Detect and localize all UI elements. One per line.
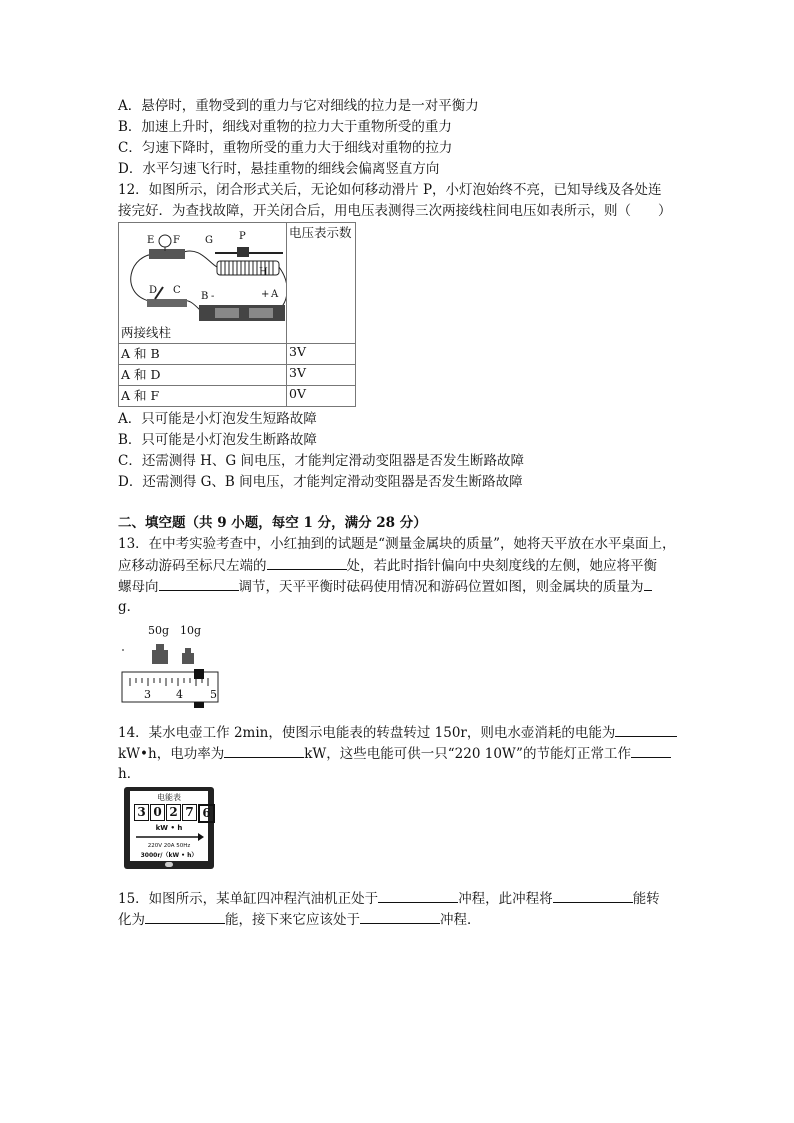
q12-stem-line2: 接完好．为查找故障，开关闭合后，用电压表测得三次两接线柱间电压如表所示，则（ ） [118, 203, 672, 219]
q13-line2 [118, 555, 657, 576]
answer-blank[interactable] [360, 909, 440, 924]
q13-line2-text-a: 应移动游码至标尺左端的 [118, 558, 267, 574]
answer-blank[interactable] [159, 576, 239, 591]
table-cell-pair: A 和 B [119, 344, 287, 365]
q11-option-a: A．悬停时，重物受到的重力与它对细线的拉力是一对平衡力 [118, 98, 479, 114]
q11-option-c: C．匀速下降时，重物所受的重力大于细线对重物的拉力 [118, 140, 453, 156]
meter-arrow-icon [134, 833, 204, 841]
table-cell-pair: A 和 F [119, 386, 287, 407]
table-cell-value: 3V [287, 344, 356, 365]
answer-blank[interactable] [615, 722, 677, 737]
circuit-label-h: H [259, 267, 268, 278]
table-row [119, 344, 356, 365]
electric-meter [124, 787, 214, 869]
scale-tick-3: 3 [144, 688, 151, 701]
circuit-label-f: F [173, 235, 180, 246]
answer-blank[interactable] [378, 888, 458, 903]
scale-tick-4: 4 [176, 688, 183, 701]
q14-line1 [118, 722, 677, 743]
meter-screw-icon [165, 862, 173, 867]
answer-blank[interactable] [224, 743, 304, 758]
circuit-label-g: G [205, 235, 213, 246]
meter-digits [134, 804, 215, 823]
q15-line1 [118, 888, 660, 909]
weight-label-50g: 50g [148, 624, 170, 637]
q15-line2-text-c: 冲程． [440, 912, 481, 928]
meter-unit: kW • h [155, 824, 183, 832]
q13-line2-text-b: 处，若此时指针偏向中央刻度线的左侧，她应将平衡 [346, 558, 657, 574]
q15-line2 [118, 909, 481, 930]
q13-line3 [118, 576, 652, 597]
meter-digit: 7 [182, 804, 197, 821]
q14-line1-text-a: 14．某水电壶工作 2min，使图示电能表的转盘转过 150r，则电水壶消耗的电能为 [118, 725, 616, 741]
circuit-label-b: B [201, 291, 209, 302]
q15-line2-text-b: 能，接下来它应该处于 [225, 912, 360, 928]
answer-blank[interactable] [553, 888, 633, 903]
circuit-label-d: D [149, 285, 158, 296]
table-header-voltage: 电压表示数 [287, 223, 356, 344]
table-row [119, 386, 356, 407]
q14-line3: h． [118, 766, 141, 782]
q12-option-a: A．只可能是小灯泡发生短路故障 [118, 411, 317, 427]
scale-tick-5: 5 [210, 688, 217, 701]
q15-line1-text-a: 15．如图所示，某单缸四冲程汽油机正处于 [118, 891, 379, 907]
q15-line2-text-a: 化为 [118, 912, 145, 928]
q12-option-c: C．还需测得 H、G 间电压，才能判定滑动变阻器是否发生断路故障 [118, 453, 524, 469]
q13-line3-text-a: 螺母向 [118, 579, 159, 595]
circuit-label-a: A [271, 289, 279, 300]
q14-line2-text-b: kW，这些电能可供一只“220 10W”的节能灯正常工作 [304, 746, 631, 762]
meter-digit: 6 [198, 804, 215, 823]
table-cell-value: 3V [287, 365, 356, 386]
weight-label-10g: 10g [180, 624, 202, 637]
meter-title: 电能表 [157, 793, 181, 802]
circuit-label-plus: + [261, 289, 270, 300]
balance-figure [118, 620, 228, 712]
table-cell-value: 0V [287, 386, 356, 407]
answer-blank[interactable] [145, 909, 225, 924]
table-header-pair: 两接线柱 [121, 325, 172, 340]
section-title: 二、填空题（共 9 小题，每空 1 分，满分 28 分） [118, 515, 427, 531]
q14-line2-text-a: kW•h，电功率为 [118, 746, 225, 762]
q12-option-d: D．还需测得 G、B 间电压，才能判定滑动变阻器是否发生断路故障 [118, 474, 523, 490]
q11-option-d: D．水平匀速飞行时，悬挂重物的细线会偏离竖直方向 [118, 161, 440, 177]
circuit-cell [119, 223, 287, 344]
q14-line2 [118, 743, 671, 764]
voltage-table [118, 222, 356, 407]
q13-line3-text-b: 调节，天平平衡时砝码使用情况和游码位置如图，则金属块的质量为 [238, 579, 644, 595]
meter-digit: 0 [150, 804, 165, 821]
meter-spec: 220V 20A 50Hz [147, 843, 191, 849]
meter-digit: 3 [134, 804, 149, 821]
circuit-label-p: P [239, 231, 246, 242]
circuit-label-minus: - [211, 291, 215, 302]
meter-rate: 3000r/（kW • h） [140, 852, 198, 859]
q11-option-b: B．加速上升时，细线对重物的拉力大于重物所受的重力 [118, 119, 452, 135]
q12-option-b: B．只可能是小灯泡发生断路故障 [118, 432, 317, 448]
table-cell-pair: A 和 D [119, 365, 287, 386]
q15-line1-text-c: 能转 [632, 891, 660, 907]
table-row [119, 365, 356, 386]
answer-blank[interactable] [267, 555, 347, 570]
q13-line4: g． [118, 599, 141, 615]
circuit-label-c: C [173, 285, 181, 296]
answer-blank[interactable] [631, 743, 671, 758]
q12-stem-line1: 12．如图所示，闭合形式关后，无论如何移动滑片 P，小灯泡始终不亮，已知导线及各处连 [118, 182, 662, 198]
meter-digit: 2 [166, 804, 181, 821]
q13-line1: 13．在中考实验考查中，小红抽到的试题是“测量金属块的质量”，她将天平放在水平桌面上， [118, 536, 676, 552]
answer-blank[interactable] [644, 576, 652, 591]
circuit-label-e: E [147, 235, 155, 246]
q15-line1-text-b: 冲程，此冲程将 [458, 891, 553, 907]
